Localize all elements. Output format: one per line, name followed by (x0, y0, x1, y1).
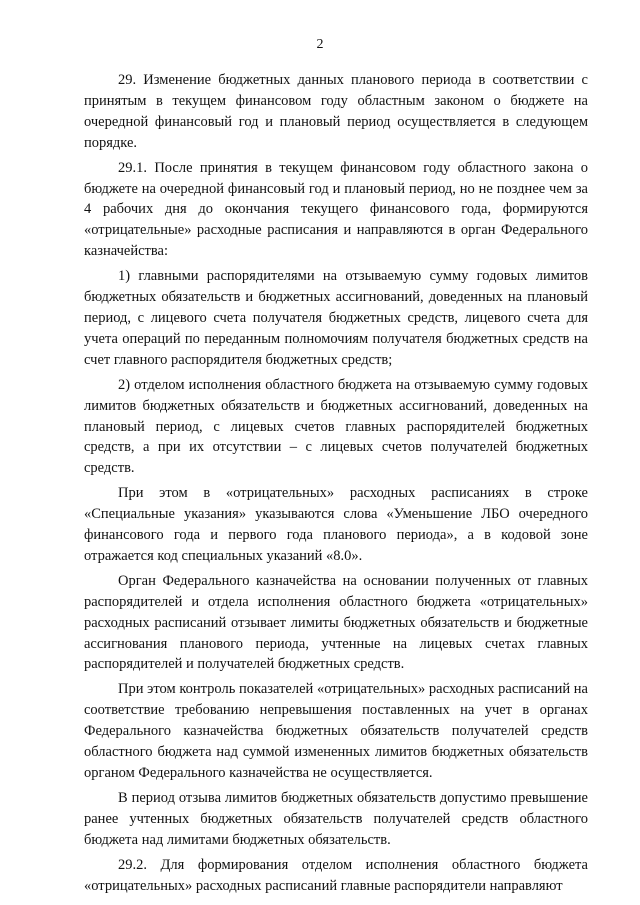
document-body (84, 70, 588, 900)
paragraph-29: 29. Изменение бюджетных данных планового периода в соответствии с принятым в текущем финансовом году областным законом о бюджете на очередной финансовый год и плановый период осуществляется в следующем порядке. (84, 72, 588, 151)
list-item-2: 2) отделом исполнения областного бюджета на отзываемую сумму годовых лимитов бюджетных обязательств и бюджетных ассигнований, доведенных на плановый период, с лицевых счетов главных распорядителей бюджетных средств, а при их отсутствии – с лицевых счетов получателей бюджетных средств. (84, 376, 588, 477)
paragraph-special-instructions: При этом в «отрицательных» расходных расписаниях в строке «Специальные указания» указываются слова «Уменьшение ЛБО очередного финансового года и первого года планового периода», а в кодовой зоне отражается код специальных указаний «8.0». (84, 485, 588, 564)
paragraph-control: При этом контроль показателей «отрицательных» расходных расписаний на соответствие требованию непревышения поставленных на учет в органах Федерального казначейства бюджетных обязательств получателей средств областного бюджета над суммой измененных лимитов бюджетных обязательств органом Федерального казначейства не осуществляется. (84, 681, 588, 781)
paragraph-29-1: 29.1. После принятия в текущем финансовом году областного закона о бюджете на очередной финансовый год и плановый период, но не позднее чем за 4 рабочих дня до окончания текущего финансового года, формируются «отрицательные» расходные расписания и направляются в орган Федерального казначейства: (84, 159, 588, 260)
list-item-1: 1) главными распорядителями на отзываемую сумму годовых лимитов бюджетных обязательств и бюджетных ассигнований, доведенных на плановый период, с лицевого счета получателя бюджетных средств, лицевого счета для учета операций по переданным полномочиям получателя бюджетных средств на счет главного распорядителя бюджетных средств; (84, 268, 588, 368)
paragraph-29-2: 29.2. Для формирования отделом исполнения областного бюджета «отрицательных» расходных расписаний главные распорядители направляют (84, 856, 588, 894)
page-number: 2 (316, 37, 324, 52)
paragraph-treasury-body: Орган Федерального казначейства на основании полученных от главных распорядителей и отдела исполнения областного бюджета «отрицательных» расходных расписаний отзывает лимиты бюджетных обязательств и бюджетные ассигнования планового периода, учтенные на лицевых счетах главных распорядителей и получателей бюджетных средств. (84, 572, 588, 673)
paragraph-recall-period: В период отзыва лимитов бюджетных обязательств допустимо превышение ранее учтенных бюджетных обязательств получателей средств областного бюджета над лимитами бюджетных обязательств. (84, 789, 588, 848)
